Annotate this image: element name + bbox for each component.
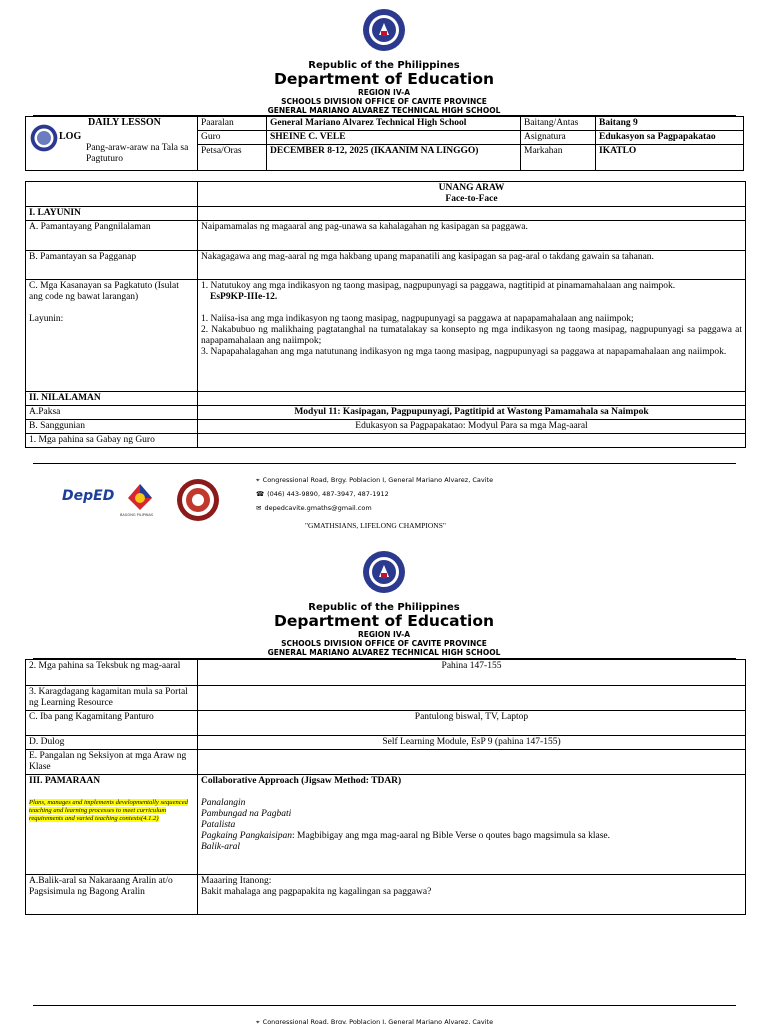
location-icon: ⌖: [256, 476, 260, 484]
republic-text: Republic of the Philippines: [308, 60, 460, 71]
info-table: [25, 116, 744, 171]
balik-aral-text: Balik-aral: [201, 842, 241, 852]
sanggunian-label: B. Sanggunian: [26, 420, 198, 434]
teksbuk-value: Pahina 147-155: [198, 660, 746, 686]
kasanayan-text: 1. Natutukoy ang mga indikasyon ng taong masipag, nagpupunyagi sa paggawa, nagtitipid at pinamamahalaan ang naimpok.: [201, 281, 676, 291]
pagkaing-text: Pagkaing Pangkaisipan: Magbibigay ang mga mag-aaral ng Bible Verse o qoutes bago magsimula sa klase.: [201, 831, 611, 841]
teksbuk-label: 2. Mga pahina sa Teksbuk ng mag-aaral: [26, 660, 198, 686]
paaralan-label: Paaralan: [198, 117, 267, 131]
school-seal-icon: [176, 478, 220, 522]
layunin-label: Layunin:: [29, 314, 64, 324]
deped-seal-icon: [362, 550, 406, 594]
dll-title: DAILY LESSON: [88, 117, 161, 128]
sanggunian-value: Edukasyon sa Pagpapakatao: Modyul Para sa mga Mag-aaral: [198, 420, 746, 434]
dulog-value: Self Learning Module, EsP 9 (pahina 147-155): [198, 736, 746, 750]
guro-label: Guro: [198, 131, 267, 145]
email-text: depedcavite.gmaths@gmail.com: [264, 504, 372, 512]
panalangin-text: Panalangin: [201, 798, 246, 808]
balik-aral-value: [198, 875, 746, 915]
paaralan-value: General Mariano Alvarez Technical High School: [267, 117, 521, 131]
ppst-note: Plans, manages and implements developmentally sequenced teaching and learning processes to meet curriculum requirements and varied teaching contexts(4.1.2): [29, 799, 188, 822]
itanong-label: Maaaring Itanong:: [201, 876, 272, 886]
dll-subtitle: Pang-araw-araw na Tala sa Pagtuturo: [86, 143, 189, 164]
kasanayan-label: C. Mga Kasanayan sa Pagkatuto (Isulat ang code ng bawat larangan): [29, 281, 179, 302]
address-text: Congressional Road, Brgy. Poblacion I, General Mariano Alvarez, Cavite: [262, 1018, 494, 1024]
petsa-label: Petsa/Oras: [198, 145, 267, 171]
kasanayan-cell: [26, 280, 198, 392]
region-text: REGION IV-A: [357, 630, 411, 639]
region-text: REGION IV-A: [357, 88, 411, 97]
department-title: Department of Education: [273, 612, 495, 630]
competency-code: EsP9KP-IIIe-12.: [210, 292, 278, 302]
section-pamaraan: III. PAMARAAN: [29, 776, 101, 786]
bagong-pilipinas-text: BAGONG PILIPINAS: [120, 513, 154, 517]
dll-cell: [26, 117, 198, 171]
karagdagan-label: 3. Karagdagang kagamitan mula sa Portal ng Learning Resource: [26, 686, 198, 711]
objective-3: 3. Napapahalagahan ang mga natutunang indikasyon ng mga taong masipag, nagpupunyagi sa paggawa at napapamahalaan ang naiimpok.: [201, 347, 727, 357]
markahan-value: IKATLO: [596, 145, 744, 171]
pamaraan-cell: [26, 775, 198, 875]
day-header: [198, 182, 746, 207]
email-icon: ✉: [256, 504, 262, 512]
paksa-value: Modyul 11: Kasipagan, Pagpupunyagi, Pagtitipid at Wastong Pamamahala sa Naimpok: [198, 406, 746, 420]
motto-text: "GMATHSIANS, LIFELONG CHAMPIONS": [305, 521, 446, 530]
asignatura-label: Asignatura: [521, 131, 596, 145]
deped-seal-icon: [362, 8, 406, 52]
gabay-label: 1. Mga pahina sa Gabay ng Guro: [26, 434, 198, 448]
school-text: GENERAL MARIANO ALVAREZ TECHNICAL HIGH SCHOOL: [267, 106, 501, 115]
dll-log: LOG: [59, 131, 82, 142]
pamaraan-value: [198, 775, 746, 875]
phone-icon: ☎: [256, 490, 265, 498]
day-label: UNANG ARAW: [438, 183, 505, 193]
contact-block: [256, 473, 493, 515]
footer-divider: [33, 1005, 736, 1006]
footer-2: [0, 1012, 768, 1024]
contact-block: [256, 1015, 493, 1024]
location-icon: ⌖: [256, 1018, 260, 1024]
guro-value: SHEINE C. VELE: [267, 131, 521, 145]
republic-text: Republic of the Philippines: [308, 602, 460, 613]
petsa-value: DECEMBER 8-12, 2025 (IKAANIM NA LINGGO): [267, 145, 521, 171]
section-layunin: I. LAYUNIN: [26, 207, 198, 221]
objective-1: 1. Naiisa-isa ang mga indikasyon ng taong masipag, nagpupunyagi sa paggawa at napapamahalaan ang naiimpok;: [201, 314, 634, 324]
iba-value: Pantulong biswal, TV, Laptop: [198, 711, 746, 736]
plan-table-2: [25, 659, 746, 915]
mode-label: Face-to-Face: [445, 194, 498, 204]
baitang-label: Baitang/Antas: [521, 117, 596, 131]
page-2-header: [0, 550, 768, 657]
asignatura-value: Edukasyon sa Pagpapakatao: [596, 131, 744, 145]
bagong-pilipinas-logo-icon: [122, 482, 158, 512]
phone-text: (046) 443-9890, 487-3947, 487-1912: [267, 490, 389, 498]
address-text: Congressional Road, Brgy. Poblacion I, General Mariano Alvarez, Cavite: [262, 476, 494, 484]
tanong-text: Bakit mahalaga ang pagpapakita ng kagalingan sa paggawa?: [201, 887, 432, 897]
patalista-text: Patalista: [201, 820, 236, 830]
balik-aral-label: A.Balik-aral sa Nakaraang Aralin at/o Pagsisimula ng Bagong Aralin: [26, 875, 198, 915]
pamantayang-pangnilalaman-value: Naipamamalas ng magaaral ang pag-unawa sa kahalagahan ng kasipagan sa paggawa.: [198, 221, 746, 251]
school-text: GENERAL MARIANO ALVAREZ TECHNICAL HIGH SCHOOL: [267, 648, 501, 657]
seksiyon-label: E. Pangalan ng Seksiyon at mga Araw ng Klase: [26, 750, 198, 775]
paksa-label: A.Paksa: [26, 406, 198, 420]
pamantayang-pangnilalaman-label: A. Pamantayang Pangnilalaman: [26, 221, 198, 251]
dulog-label: D. Dulog: [26, 736, 198, 750]
division-text: SCHOOLS DIVISION OFFICE OF CAVITE PROVINCE: [281, 639, 487, 648]
pamantayan-pagganap-value: Nakagagawa ang mag-aaral ng mga hakbang upang mapanatili ang kasipagan sa pag-aral o takdang gawain sa tahanan.: [198, 251, 746, 280]
deped-logo: DepED: [62, 488, 115, 504]
department-title: Department of Education: [273, 70, 495, 88]
objective-2: 2. Nakabubuo ng malikhaing pagtatanghal na tumatalakay sa konsepto ng mga indikasyon ng taong masipag, nagpupunyagi sa paggawa at napapamahalaan ang naiimpok;: [201, 325, 742, 346]
page-1-header: [0, 8, 768, 115]
section-nilalaman: II. NILALAMAN: [26, 392, 198, 406]
iba-label: C. Iba pang Kagamitang Panturo: [26, 711, 198, 736]
footer-divider: [33, 463, 736, 464]
approach-text: Collaborative Approach (Jigsaw Method: TDAR): [201, 776, 402, 786]
pambungad-text: Pambungad na Pagbati: [201, 809, 292, 819]
baitang-value: Baitang 9: [596, 117, 744, 131]
division-text: SCHOOLS DIVISION OFFICE OF CAVITE PROVINCE: [281, 97, 487, 106]
pamantayan-pagganap-label: B. Pamantayan sa Pagganap: [26, 251, 198, 280]
markahan-label: Markahan: [521, 145, 596, 171]
kasanayan-value: [198, 280, 746, 392]
plan-table-1: [25, 181, 746, 448]
deped-seal-icon: [30, 124, 58, 152]
